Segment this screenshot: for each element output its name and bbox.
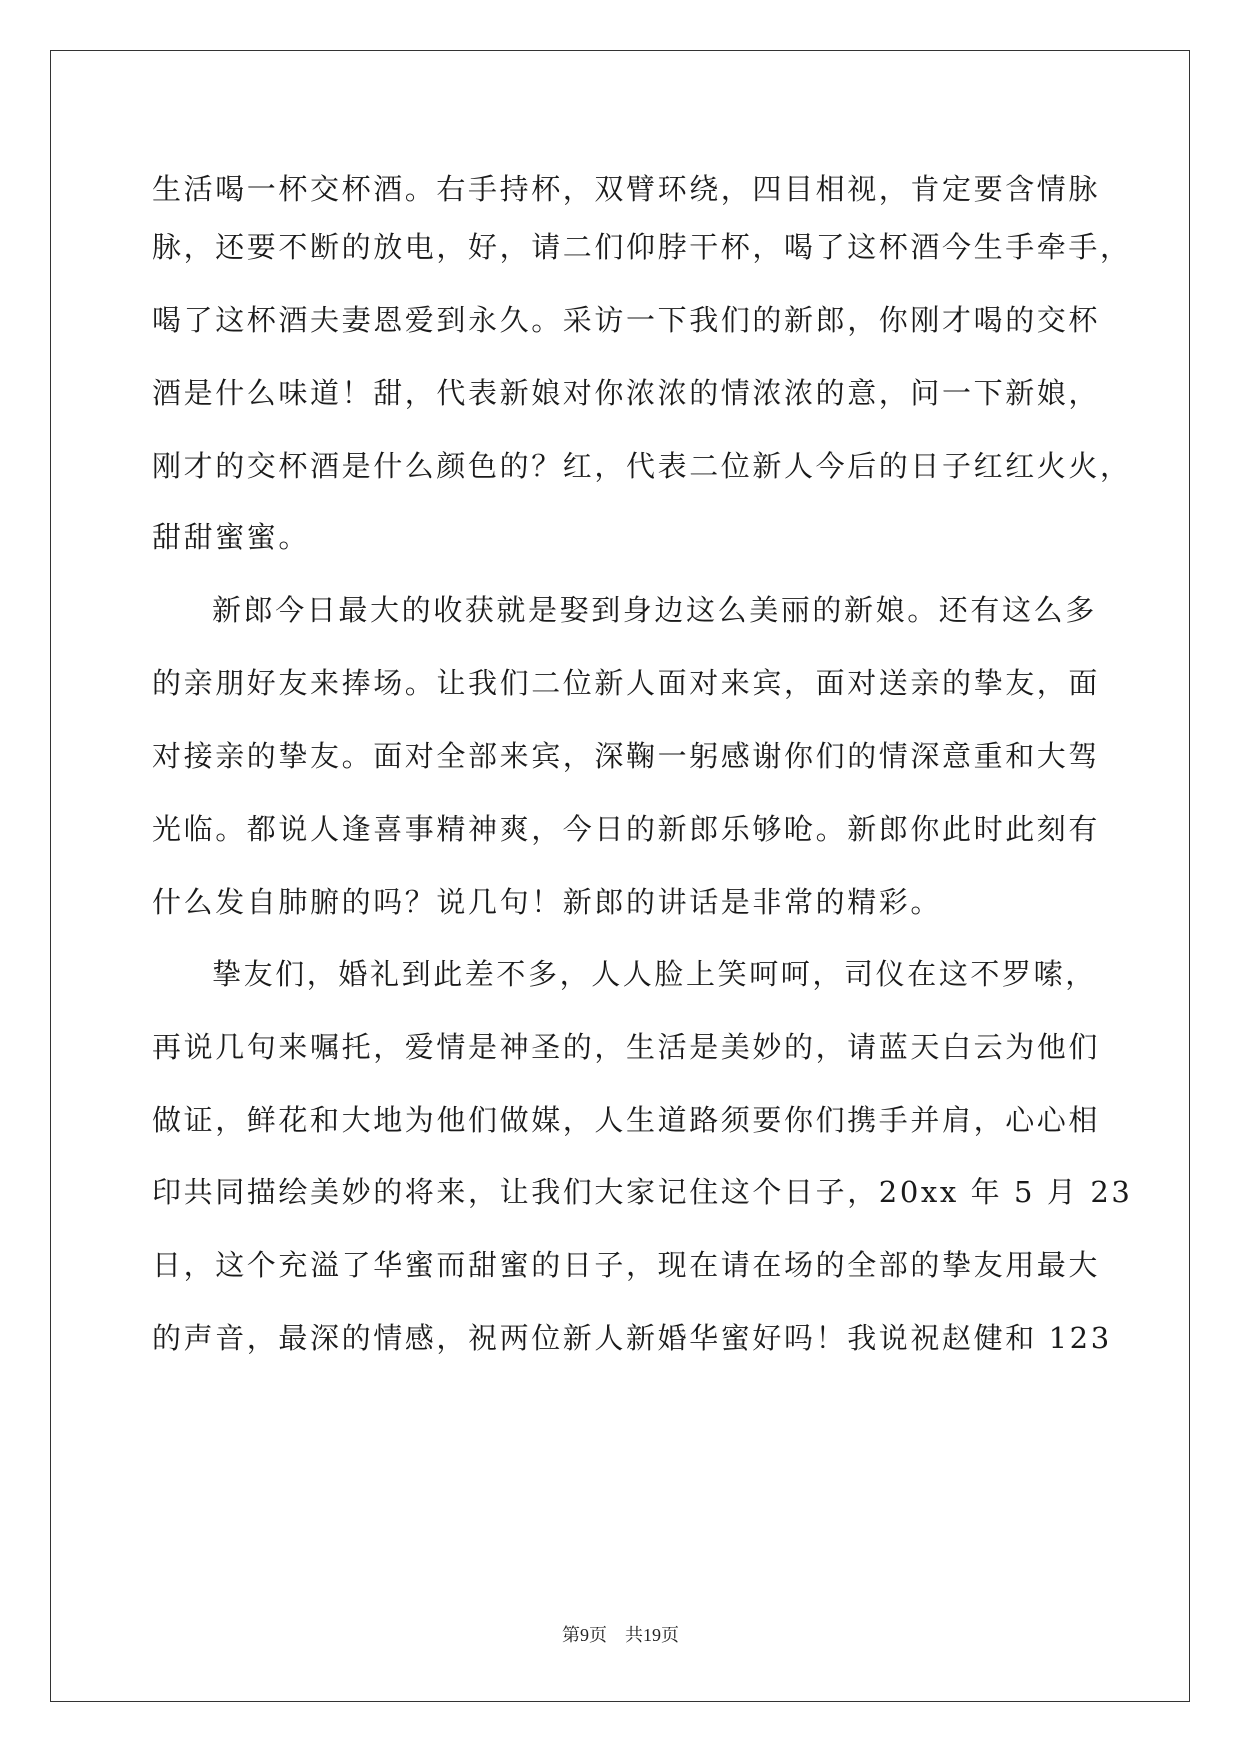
text-line: 刚才的交杯酒是什么颜色的？红，代表二位新人今后的日子红红火火， (152, 449, 1132, 483)
text-line: 对接亲的挚友。面对全部来宾，深鞠一躬感谢你们的情深意重和大驾 (152, 739, 1101, 773)
text-line: 印共同描绘美妙的将来，让我们大家记住这个日子，20xx 年 5 月 23 (152, 1175, 1133, 1209)
text-line: 生活喝一杯交杯酒。右手持杯，双臂环绕，四目相视，肯定要含情脉 (152, 172, 1101, 206)
text-line: 日，这个充溢了华蜜而甜蜜的日子，现在请在场的全部的挚友用最大 (152, 1248, 1101, 1282)
text-line: 的亲朋好友来捧场。让我们二位新人面对来宾，面对送亲的挚友，面 (152, 666, 1101, 700)
text-line: 光临。都说人逢喜事精神爽，今日的新郎乐够呛。新郎你此时此刻有 (152, 812, 1101, 846)
text-line: 挚友们，婚礼到此差不多，人人脸上笑呵呵，司仪在这不罗嗦， (212, 957, 1097, 991)
text-line: 再说几句来嘱托，爱情是神圣的，生活是美妙的，请蓝天白云为他们 (152, 1030, 1101, 1064)
text-line: 的声音，最深的情感，祝两位新人新婚华蜜好吗！我说祝赵健和 123 (152, 1321, 1112, 1355)
text-line: 什么发自肺腑的吗？说几句！新郎的讲话是非常的精彩。 (152, 885, 943, 919)
text-line: 酒是什么味道！甜，代表新娘对你浓浓的情浓浓的意，问一下新娘， (152, 376, 1101, 410)
page-footer (0, 1624, 1241, 1646)
text-line: 新郎今日最大的收获就是娶到身边这么美丽的新娘。还有这么多 (212, 593, 1097, 627)
page-border (50, 50, 1190, 1702)
page-number-total: 共19页 (625, 1625, 679, 1645)
text-line: 做证，鲜花和大地为他们做媒，人生道路须要你们携手并肩，心心相 (152, 1103, 1101, 1137)
page-number-current: 第9页 (562, 1625, 607, 1645)
text-line: 脉，还要不断的放电，好，请二们仰脖干杯，喝了这杯酒今生手牵手， (152, 230, 1132, 264)
text-line: 喝了这杯酒夫妻恩爱到永久。采访一下我们的新郎，你刚才喝的交杯 (152, 303, 1101, 337)
text-line: 甜甜蜜蜜。 (152, 520, 311, 554)
